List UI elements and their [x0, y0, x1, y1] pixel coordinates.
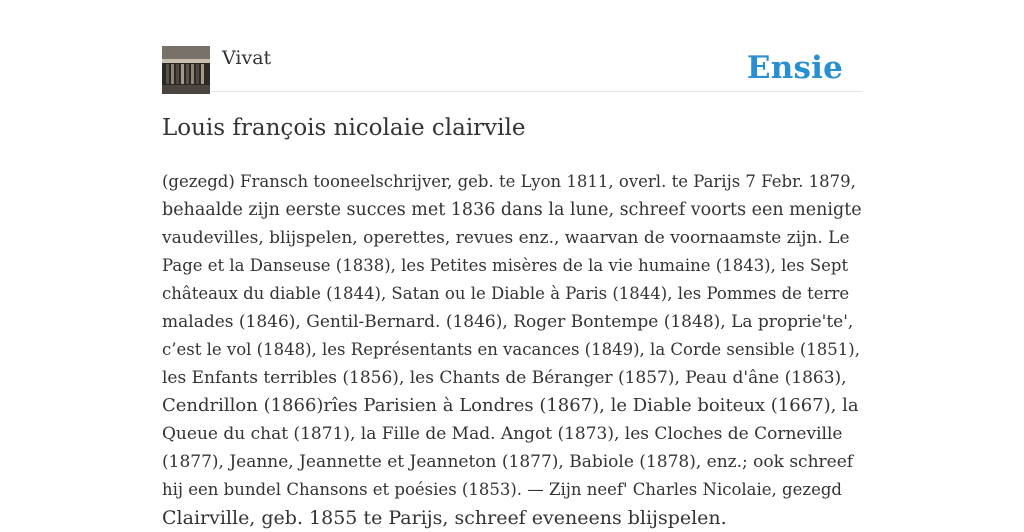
body-line: Queue du chat (1871), la Fille de Mad. Angot (1873), les Cloches de Corneville	[162, 424, 843, 444]
article-header	[162, 46, 862, 92]
brand-logo[interactable]: Ensie	[746, 50, 843, 86]
body-line: Clairville, geb. 1855 te Parijs, schreef eveneens blijspelen.	[162, 507, 727, 529]
body-line: les Enfants terribles (1856), les Chants de Béranger (1857), Peau d'âne (1863),	[162, 368, 847, 388]
author-name[interactable]: Vivat	[222, 47, 272, 69]
body-line: Cendrillon (1866)rîes Parisien à Londres (1867), le Diable boiteux (1667), la	[162, 395, 859, 416]
body-line: c’est le vol (1848), les Représentants en vacances (1849), la Corde sensible (1851),	[162, 340, 860, 359]
body-line: châteaux du diable (1844), Satan ou le Diable à Paris (1844), les Pommes de terre	[162, 284, 850, 303]
article-page	[162, 0, 862, 529]
body-line: hij een bundel Chansons et poésies (1853). — Zijn neef' Charles Nicolaie, gezegd	[162, 480, 842, 499]
body-line: malades (1846), Gentil-Bernard. (1846), Roger Bontempe (1848), La proprie'te',	[162, 312, 854, 332]
bookshelf-icon	[162, 46, 210, 94]
bookshelf-avatar-icon[interactable]	[162, 46, 210, 94]
body-line: Page et la Danseuse (1838), les Petites misères de la vie humaine (1843), les Sept	[162, 256, 849, 275]
body-line: (gezegd) Fransch tooneelschrijver, geb. te Lyon 1811, overl. te Parijs 7 Febr. 1879,	[162, 172, 856, 191]
body-line: (1877), Jeanne, Jeannette et Jeanneton (1877), Babiole (1878), enz.; ook schreef	[162, 452, 854, 472]
body-line: vaudevilles, blijspelen, operettes, revues enz., waarvan de voornaamste zijn. Le	[162, 228, 850, 248]
body-line: behaalde zijn eerste succes met 1836 dans la lune, schreef voorts een menigte	[162, 200, 862, 220]
page-title: Louis françois nicolaie clairvile	[162, 115, 526, 141]
article-body	[162, 168, 862, 532]
